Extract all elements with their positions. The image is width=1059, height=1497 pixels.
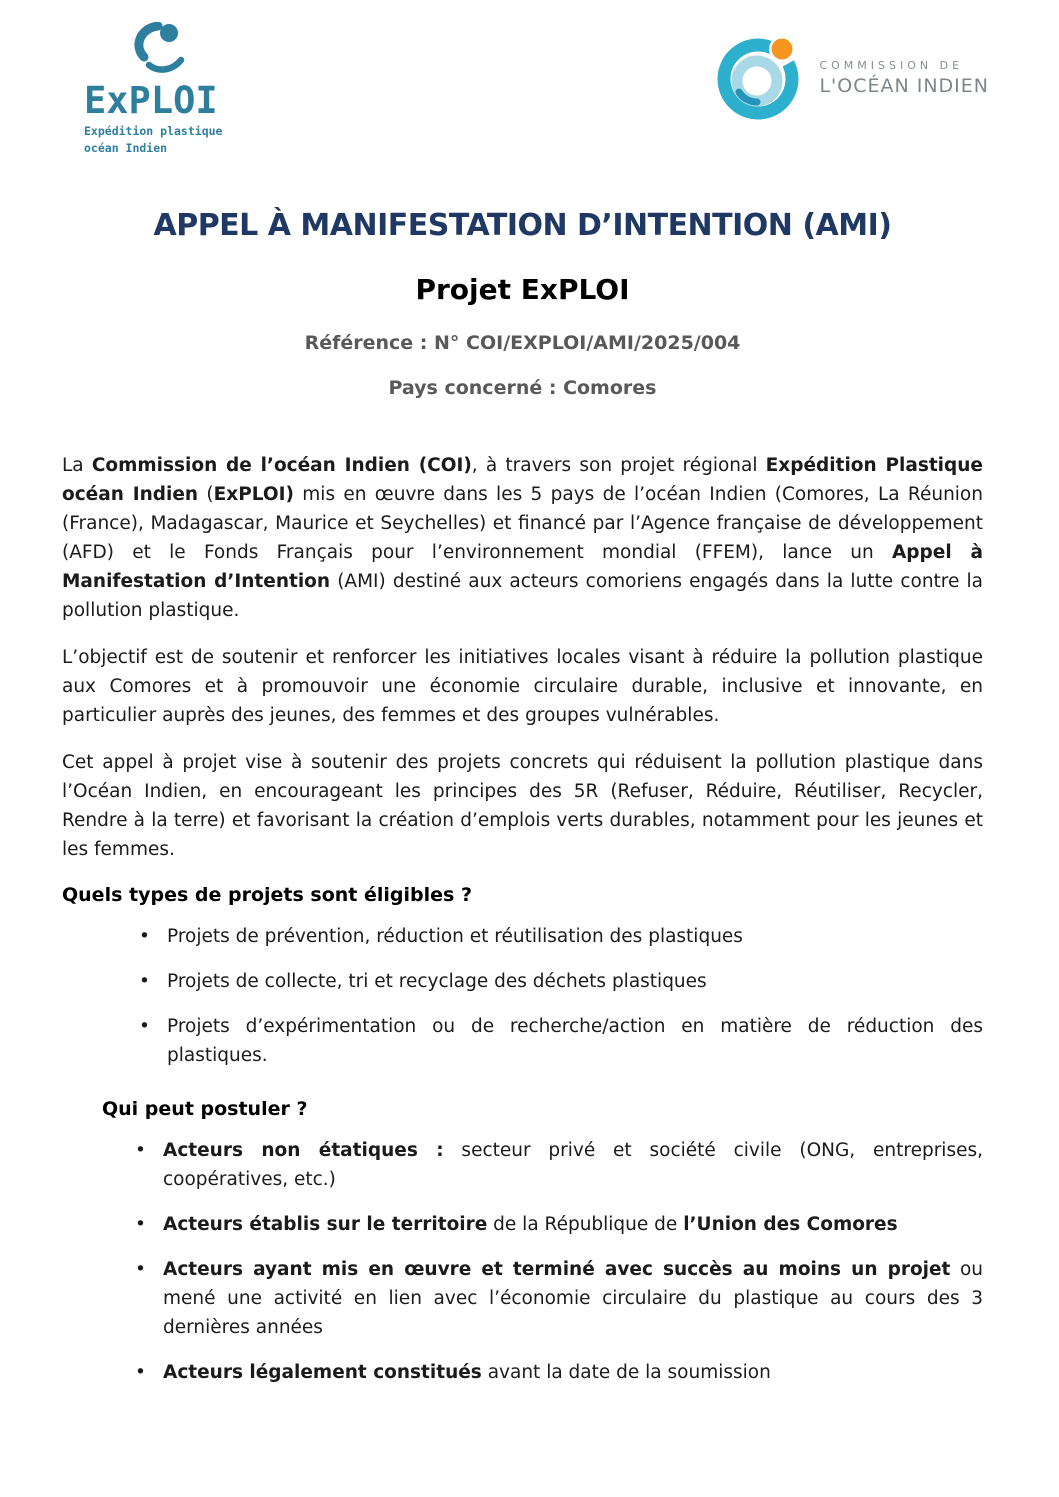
exploi-tagline-line2: océan Indien xyxy=(84,141,168,156)
coi-logo-icon xyxy=(715,32,803,124)
page-title: APPEL À MANIFESTATION D’INTENTION (AMI) xyxy=(153,207,892,243)
eligible-projects-heading: Quels types de projets sont éligibles ? xyxy=(62,883,472,906)
objective-paragraph: L’objectif est de soutenir et renforcer les initiatives locales visant à réduire la pollution plastique aux Comores et à promouvoir une économie circulaire durable, inclusive et innovante, en particulier auprès des jeunes, des femmes et des groupes vulnérables. xyxy=(62,646,983,726)
intro-paragraph: La Commission de l’océan Indien (COI), à travers son projet régional Expédition Plastique océan Indien (ExPLOI) mis en œuvre dans les 5 pays de l’océan Indien (Comores, La Réunion (France), Madagascar, Maurice et Seychelles) et financé par l’Agence française de développement (AFD) et le Fonds Français pour l’environnement mondial (FFEM), lance un Appel à Manifestation d’Intention (AMI) destiné aux acteurs comoriens engagés dans la lutte contre la pollution plastique. xyxy=(62,454,983,621)
list-item: • Projets de collecte, tri et recyclage des déchets plastiques xyxy=(137,967,983,996)
exploi-tagline-line1: Expédition plastique xyxy=(84,124,223,138)
who-can-apply-heading: Qui peut postuler ? xyxy=(102,1097,308,1120)
exploi-logo-tagline xyxy=(84,123,269,158)
coi-logo xyxy=(715,32,989,124)
coi-text-line2: L'OCÉAN INDIEN xyxy=(819,75,989,97)
list-item: • Projets de prévention, réduction et réutilisation des plastiques xyxy=(137,922,983,951)
exploi-logo-icon xyxy=(102,22,222,80)
reference-line: Référence : N° COI/EXPLOI/AMI/2025/004 xyxy=(304,331,741,354)
exploi-logo-name: ExPLOI xyxy=(84,79,218,122)
list-item: • Projets d’expérimentation ou de recherche/action en matière de réduction des plastiques. xyxy=(137,1012,983,1070)
scope-paragraph: Cet appel à projet vise à soutenir des projets concrets qui réduisent la pollution plastique dans l’Océan Indien, en encourageant les principes des 5R (Refuser, Réduire, Réutiliser, Recycler, Rendre à la terre) et favorisant la création d’emplois verts durables, notamment pour les jeunes et les femmes. xyxy=(62,751,983,860)
coi-text-line1: COMMISSION DE xyxy=(819,59,964,72)
list-item: • Acteurs établis sur le territoire de la République de l’Union des Comores xyxy=(133,1210,983,1239)
who-can-apply-list xyxy=(62,1136,983,1387)
list-item: • Acteurs légalement constitués avant la date de la soumission xyxy=(133,1358,983,1387)
coi-logo-text xyxy=(819,59,989,97)
country-line: Pays concerné : Comores xyxy=(388,376,657,399)
list-item: • Acteurs ayant mis en œuvre et terminé avec succès au moins un projet ou mené une activité en lien avec l’économie circulaire du plastique au cours des 3 dernières années xyxy=(133,1255,983,1342)
project-subtitle: Projet ExPLOI xyxy=(415,272,630,306)
page-header xyxy=(62,22,989,158)
exploi-logo xyxy=(84,22,269,158)
eligible-projects-list xyxy=(62,922,983,1070)
list-item: • Acteurs non étatiques : secteur privé et société civile (ONG, entreprises, coopératives, etc.) xyxy=(133,1136,983,1194)
